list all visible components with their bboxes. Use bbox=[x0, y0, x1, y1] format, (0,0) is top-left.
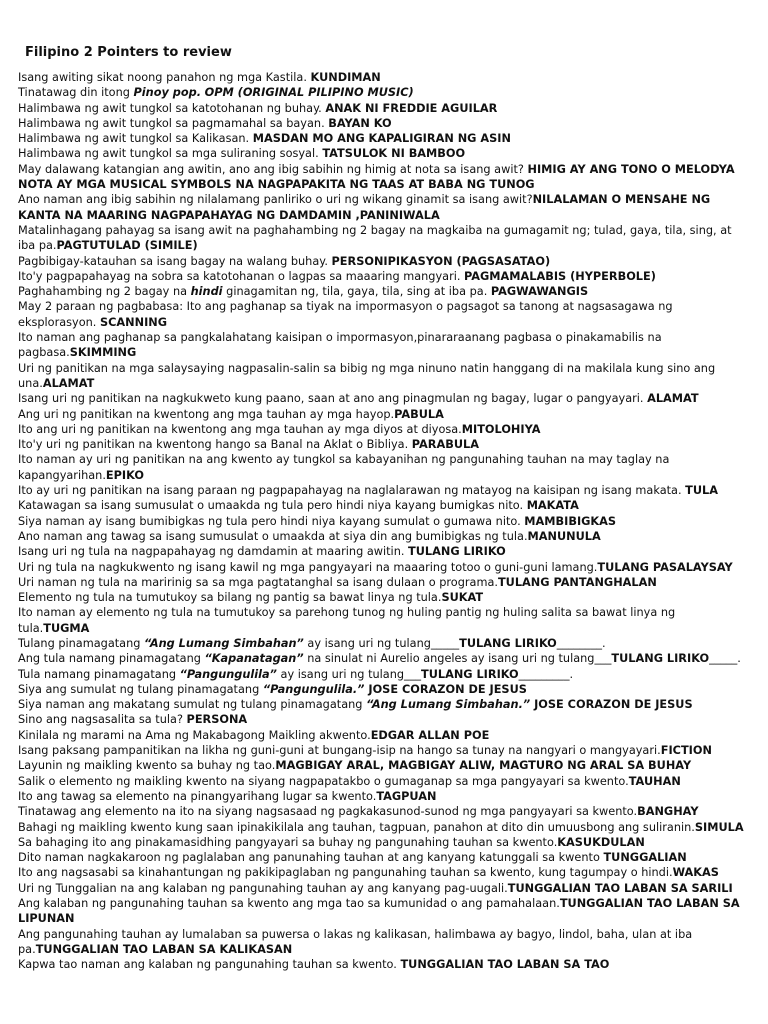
question-text: _____. bbox=[709, 652, 741, 666]
question-text: Ang kalaban ng pangunahing tauhan sa kwento ang mga tao sa kumunidad o ang pamahalaan. bbox=[18, 897, 560, 911]
question-text: Paghahambing ng 2 bagay na bbox=[18, 285, 191, 299]
question-text: Salik o elemento ng maikling kwento na siyang nagpapatakbo o gumaganap sa mga pangyayari sa kwento. bbox=[18, 774, 629, 788]
question-text: Ito'y uri ng panitikan na kwentong hango sa Banal na Aklat o Bibliya. bbox=[18, 438, 412, 452]
answer-text: ANAK NI FREDDIE AGUILAR bbox=[325, 101, 498, 115]
question-text: Ang pangunahing tauhan ay lumalaban sa puwersa o lakas ng kalikasan, halimbawa ay bagyo, lindol, baha, ulan at iba pa. bbox=[18, 927, 693, 956]
answer-text: HIMIG AY ANG TONO O MELODYA NOTA AY MGA MUSICAL SYMBOLS NA NAGPAPAKITA NG TAAS AT BABA NG TUNOG bbox=[18, 162, 735, 192]
answer-text bbox=[144, 637, 304, 650]
answer-text: MAGBIGAY ARAL, MAGBIGAY ALIW, MAGTURO NG ARAL SA BUHAY bbox=[275, 759, 692, 773]
answer-text: TAUHAN bbox=[628, 774, 681, 788]
question-text: Tula namang pinamagatang bbox=[18, 667, 180, 681]
question-text: Uri naman ng tula na maririnig sa sa mga pagtatanghal sa isang dulaan o programa. bbox=[18, 575, 498, 589]
text-line bbox=[18, 330, 746, 361]
question-text: Pagbibigay-katauhan sa isang bagay na walang buhay. bbox=[18, 254, 332, 268]
text-line bbox=[18, 146, 746, 161]
text-line bbox=[18, 299, 746, 330]
answer-text bbox=[366, 698, 530, 711]
answer-text bbox=[205, 652, 304, 665]
answer-text: TATSULOK NI BAMBOO bbox=[322, 147, 466, 161]
question-text: Ito ang uri ng panitikan na kwentong ang mga tauhan ay mga diyos at diyosa. bbox=[18, 422, 462, 436]
document-body bbox=[18, 70, 746, 973]
emphasis-text: “Kapanatagan” bbox=[204, 652, 304, 666]
answer-text: FICTION bbox=[660, 744, 712, 758]
text-line bbox=[18, 728, 746, 743]
answer-text: TULANG LIRIKO bbox=[408, 545, 506, 559]
text-line bbox=[18, 483, 746, 498]
question-text: ________. bbox=[556, 636, 606, 650]
answer-text: EDGAR ALLAN POE bbox=[370, 728, 490, 742]
answer-text bbox=[205, 86, 414, 99]
question-text: Matalinhagang pahayag sa isang awit na paghahambing ng 2 bagay na magkaiba na gumagamit ng; tulad, gaya, tila, sing, at iba pa. bbox=[18, 223, 732, 253]
question-text: ay isang uri ng tulang___ bbox=[276, 667, 421, 681]
question-text: Uri ng tula na nagkukwento ng isang kawil ng mga pangyayari na maaaring totoo o guni-guni lamang. bbox=[18, 560, 598, 574]
text-line bbox=[18, 789, 746, 804]
answer-text: TULANG LIRIKO bbox=[611, 652, 710, 666]
answer-text: MANUNULA bbox=[527, 529, 601, 543]
text-line bbox=[18, 85, 746, 100]
text-line bbox=[18, 254, 746, 269]
text-line bbox=[18, 957, 746, 972]
answer-text: TUGMA bbox=[43, 621, 90, 635]
text-line bbox=[18, 865, 746, 880]
question-text: Ang uri ng panitikan na kwentong ang mga tauhan ay mga hayop. bbox=[18, 407, 395, 421]
answer-text: PAGWAWANGIS bbox=[490, 285, 589, 299]
text-line bbox=[18, 498, 746, 513]
answer-text: TULANG LIRIKO bbox=[421, 667, 519, 681]
answer-text: TUNGGALIAN TAO LABAN SA LIPUNAN bbox=[18, 897, 740, 926]
question-text: May 2 paraan ng pagbabasa: Ito ang paghanap sa tiyak na impormasyon o pagsagot sa tanong at nagsasagawa ng eksplorasyon. bbox=[18, 300, 673, 329]
text-line bbox=[18, 101, 746, 116]
text-line bbox=[18, 529, 746, 544]
emphasis-text: “Pangungulila” bbox=[179, 667, 277, 681]
text-line bbox=[18, 927, 746, 958]
question-text: Ano naman ang ibig sabihin ng nilalamang panliriko o uri ng wikang ginamit sa isang awit? bbox=[18, 193, 533, 207]
answer-text: TULANG PASALAYSAY bbox=[597, 560, 733, 574]
answer-text bbox=[191, 285, 223, 298]
question-text: Ito ang nagsasabi sa kinahantungan ng pakikipaglaban ng pangunahing tauhan sa kwento, kung tagumpay o hindi. bbox=[18, 866, 673, 880]
question-text: Ito naman ang paghanap sa pangkalahatang kaisipan o impormasyon,pinararaanang pagbasa o pinakamabilis na pagbasa. bbox=[18, 331, 662, 360]
answer-text: PARABULA bbox=[411, 438, 479, 452]
question-text: Halimbawa ng awit tungkol sa pagmamahal sa bayan. bbox=[18, 116, 329, 130]
question-text: Sa bahaging ito ang pinakamasidhing pangyayari sa buhay ng pangunahing tauhan sa kwento. bbox=[18, 835, 558, 849]
question-text: Siya ang sumulat ng tulang pinamagatang bbox=[18, 682, 263, 696]
text-line bbox=[18, 223, 746, 254]
answer-text: PERSONA bbox=[186, 713, 248, 727]
question-text: Kapwa tao naman ang kalaban ng pangunahing tauhan sa kwento. bbox=[18, 958, 401, 972]
question-text: Kinilala ng marami na Ama ng Makabagong Maikling akwento. bbox=[18, 728, 371, 742]
answer-text: SKIMMING bbox=[69, 346, 137, 360]
question-text: na sinulat ni Aurelio angeles ay isang uri ng tulang___ bbox=[303, 652, 612, 666]
answer-text: TULANG LIRIKO bbox=[459, 636, 557, 650]
question-text: Uri ng panitikan na mga salaysaying nagpasalin-salin sa bibig ng mga ninuno natin hanggang di na makilala kung sino ang una. bbox=[18, 361, 716, 390]
answer-text: ALAMAT bbox=[42, 376, 95, 390]
question-text: ay isang uri ng tulang_____ bbox=[303, 636, 460, 650]
answer-text: PAGTUTULAD (SIMILE) bbox=[56, 239, 198, 253]
text-line bbox=[18, 116, 746, 131]
question-text: Ano naman ang tawag sa isang sumusulat o umaakda at siya din ang bumibigkas ng tula. bbox=[18, 529, 528, 543]
answer-text: PERSONIPIKASYON (PAGSASATAO) bbox=[331, 254, 551, 268]
answer-text: MASDAN MO ANG KAPALIGIRAN NG ASIN bbox=[252, 132, 511, 146]
answer-text: BAYAN KO bbox=[328, 116, 392, 130]
answer-text bbox=[180, 668, 277, 681]
answer-text: SIMULA bbox=[694, 820, 744, 834]
answer-text: ALAMAT bbox=[647, 392, 699, 406]
question-text: Ito ang tawag sa elemento na pinangyarihang lugar sa kwento. bbox=[18, 789, 377, 803]
text-line bbox=[18, 407, 746, 422]
answer-text: TUNGGALIAN TAO LABAN SA SARILI bbox=[507, 881, 733, 895]
question-text: Tulang pinamagatang bbox=[18, 636, 145, 650]
answer-text: TUNGGALIAN TAO LABAN SA KALIKASAN bbox=[35, 942, 293, 956]
text-line bbox=[18, 131, 746, 146]
answer-text: PAGMAMALABIS (HYPERBOLE) bbox=[464, 269, 656, 283]
page-title: Filipino 2 Pointers to review bbox=[25, 45, 232, 60]
text-line bbox=[18, 651, 746, 666]
question-text: Layunin ng maikling kwento sa buhay ng tao. bbox=[18, 759, 276, 773]
text-line bbox=[18, 636, 746, 651]
question-text: Tinatawag ang elemento na ito na siyang nagsasaad ng pagkakasunod-sunod ng mga pangyayari sa kwento. bbox=[18, 805, 638, 819]
question-text: Tinatawag din itong bbox=[18, 86, 134, 100]
question-text: Halimbawa ng awit tungkol sa Kalikasan. bbox=[18, 132, 253, 146]
question-text: Ito ay uri ng panitikan na isang paraan ng pagpapahayag na naglalarawan ng matayog na kaisipan ng isang makata. bbox=[18, 484, 686, 498]
answer-text: BANGHAY bbox=[637, 805, 699, 819]
question-text: Isang uri ng panitikan na nagkukweto kung paano, saan at ano ang pinagmulan ng bagay, lugar o pangyayari. bbox=[18, 392, 648, 406]
text-line bbox=[18, 514, 746, 529]
answer-text: TAGPUAN bbox=[376, 789, 437, 803]
answer-text bbox=[134, 86, 201, 99]
question-text: May dalawang katangian ang awitin, ano ang ibig sabihin ng himig at nota sa isang awit? bbox=[18, 162, 528, 176]
answer-text: KUNDIMAN bbox=[310, 71, 381, 84]
question-text: Ito naman ay elemento ng tula na tumutukoy sa parehong tunog ng huling pantig ng huling salita sa bawat linya ng tula. bbox=[18, 606, 676, 635]
answer-text: TULA bbox=[685, 484, 718, 498]
answer-text: MITOLOHIYA bbox=[461, 422, 541, 436]
question-text: Katawagan sa isang sumusulat o umaakda ng tula pero hindi niya kayang bumigkas nito. bbox=[18, 499, 527, 513]
text-line bbox=[18, 743, 746, 758]
answer-text: WAKAS bbox=[672, 866, 719, 880]
text-line bbox=[18, 758, 746, 773]
question-text: Halimbawa ng awit tungkol sa katotohanan ng buhay. bbox=[18, 101, 326, 115]
question-text: Ito'y pagpapahayag na sobra sa katotohanan o lagpas sa maaaring mangyari. bbox=[18, 269, 465, 283]
answer-text: EPIKO bbox=[105, 468, 144, 482]
question-text: Siya naman ay isang bumibigkas ng tula pero hindi niya kayang sumulat o gumawa nito. bbox=[18, 514, 525, 528]
text-line bbox=[18, 70, 746, 85]
text-line bbox=[18, 835, 746, 850]
answer-text: SUKAT bbox=[441, 591, 484, 605]
emphasis-text: “Pangungulila.” bbox=[262, 682, 365, 696]
text-line bbox=[18, 361, 746, 392]
question-text: Isang uri ng tula na nagpapahayag ng damdamin at maaring awitin. bbox=[18, 545, 409, 559]
answer-text: JOSE CORAZON DE JESUS bbox=[364, 682, 527, 696]
question-text: Sino ang nagsasalita sa tula? bbox=[18, 713, 187, 727]
text-line bbox=[18, 881, 746, 896]
answer-text: TUNGGALIAN TAO LABAN SA TAO bbox=[400, 958, 610, 972]
answer-text: KASUKDULAN bbox=[557, 835, 645, 849]
answer-text: SCANNING bbox=[100, 315, 168, 329]
text-line bbox=[18, 712, 746, 727]
answer-text: PABULA bbox=[394, 407, 444, 421]
text-line bbox=[18, 544, 746, 559]
text-line bbox=[18, 452, 746, 483]
text-line bbox=[18, 192, 746, 223]
answer-text: TUNGGALIAN bbox=[603, 851, 687, 865]
question-text: Elemento ng tula na tumutukoy sa bilang ng pantig sa bawat linya ng tula. bbox=[18, 591, 442, 605]
text-line bbox=[18, 667, 746, 682]
question-text: Isang paksang pampanitikan na likha ng guni-guni at bungang-isip na hango sa tunay na nangyari o mangyayari. bbox=[18, 744, 661, 758]
question-text: Ang tula namang pinamagatang bbox=[18, 652, 205, 666]
text-line bbox=[18, 284, 746, 299]
question-text: Ito naman ay uri ng panitikan na ang kwento ay tungkol sa kabayanihan ng pangunahing tauhan na may taglay na kapangyarihan. bbox=[18, 453, 670, 482]
question-text: Uri ng Tunggalian na ang kalaban ng pangunahing tauhan ay ang kanyang pag-uugali. bbox=[18, 881, 508, 895]
text-line bbox=[18, 605, 746, 636]
text-line bbox=[18, 391, 746, 406]
question-text: Siya naman ang makatang sumulat ng tulang pinamagatang bbox=[18, 698, 367, 712]
text-line bbox=[18, 697, 746, 712]
answer-text: MAKATA bbox=[526, 499, 579, 513]
question-text: Halimbawa ng awit tungkol sa mga suliraning sosyal. bbox=[18, 147, 323, 161]
text-line bbox=[18, 162, 746, 193]
text-line bbox=[18, 850, 746, 865]
text-line bbox=[18, 575, 746, 590]
answer-text: TULANG PANTANGHALAN bbox=[497, 575, 657, 589]
emphasis-text: Pinoy pop. bbox=[133, 86, 201, 100]
question-text: Isang awiting sikat noong panahon ng mga Kastila. bbox=[18, 71, 311, 84]
answer-text: NILALAMAN O MENSAHE NG KANTA NA MAARING NAGPAPAHAYAG NG DAMDAMIN ,PANINIWALA bbox=[18, 193, 711, 222]
text-line bbox=[18, 804, 746, 819]
text-line bbox=[18, 682, 746, 697]
text-line bbox=[18, 774, 746, 789]
emphasis-text: hindi bbox=[190, 285, 223, 299]
question-text: ginagamitan ng, tila, gaya, tila, sing at iba pa. bbox=[222, 285, 491, 299]
text-line bbox=[18, 422, 746, 437]
question-text: Dito naman nagkakaroon ng paglalaban ang panunahing tauhan at ang kanyang katunggali sa kwento bbox=[18, 851, 604, 865]
question-text: Bahagi ng maikling kwento kung saan ipinakikilala ang tauhan, tagpuan, panahon at dito din umuusbong ang suliranin. bbox=[18, 820, 695, 834]
emphasis-text: “Ang Lumang Simbahan.” bbox=[366, 698, 531, 712]
text-line bbox=[18, 269, 746, 284]
answer-text: JOSE CORAZON DE JESUS bbox=[530, 698, 693, 712]
emphasis-text: “Ang Lumang Simbahan” bbox=[144, 636, 304, 650]
emphasis-text: OPM (ORIGINAL PILIPINO MUSIC) bbox=[204, 86, 414, 100]
question-text: _________. bbox=[518, 667, 574, 681]
text-line bbox=[18, 560, 746, 575]
answer-text: MAMBIBIGKAS bbox=[524, 514, 617, 528]
text-line bbox=[18, 820, 746, 835]
text-line bbox=[18, 590, 746, 605]
text-line bbox=[18, 896, 746, 927]
answer-text bbox=[263, 683, 365, 696]
text-line bbox=[18, 437, 746, 452]
